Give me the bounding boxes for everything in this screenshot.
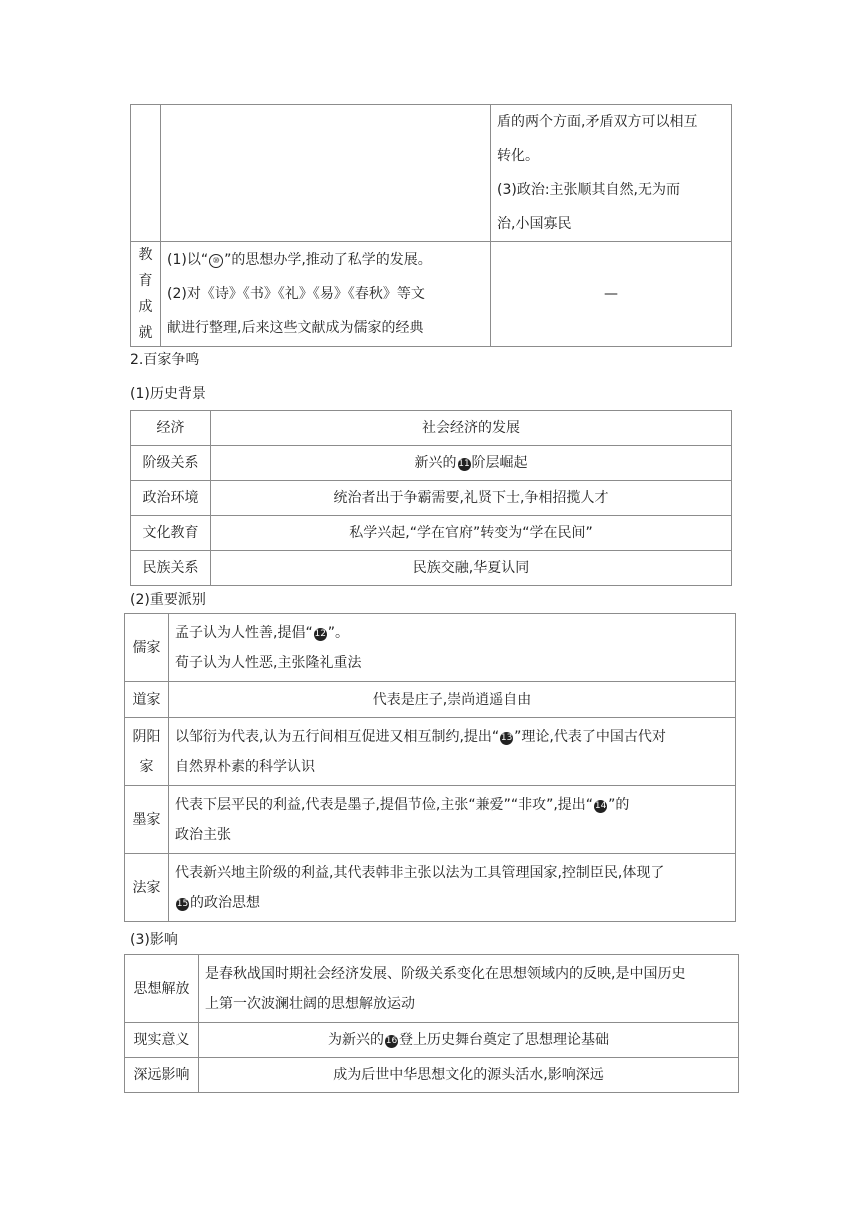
- taoist-label: 道家: [125, 682, 169, 718]
- legalist-label: 法家: [125, 854, 169, 922]
- row-label: 文化教育: [131, 516, 211, 551]
- blank-number-16: 16: [385, 1036, 398, 1046]
- influence-table: [124, 954, 739, 1093]
- laozi-thought-cell: [491, 105, 732, 242]
- education-label: 教育 成就: [131, 242, 161, 347]
- background-table: [130, 410, 732, 586]
- blank-number-15: 15: [176, 898, 189, 909]
- laozi-line: 盾的两个方面,矛盾双方可以相互: [497, 114, 698, 130]
- blank-number-10: ⑩: [209, 254, 223, 268]
- row-content: 民族交融,华夏认同: [211, 551, 732, 586]
- mohist-label: 墨家: [125, 786, 169, 854]
- row-content: 私学兴起,“学在官府”转变为“学在民间”: [211, 516, 732, 551]
- yinyang-content: 以邹衍为代表,认为五行间相互促进又相互制约,提出“ 13 ”理论,代表了中国古代对 自然界朴素的科学认识: [169, 718, 736, 786]
- philosophers-table-continued: [130, 104, 732, 347]
- education-achievement-cell: [161, 242, 491, 347]
- profound-content: 成为后世中华思想文化的源头活水,影响深远: [199, 1058, 739, 1093]
- practical-label: 现实意义: [125, 1023, 199, 1058]
- row-label: 民族关系: [131, 551, 211, 586]
- row-label: 经济: [131, 411, 211, 446]
- row-content: 新兴的 11 阶层崛起: [211, 446, 732, 481]
- laozi-line: (3)政治:主张顺其自然,无为而: [497, 182, 680, 198]
- yinyang-label: 阴阳 家: [125, 718, 169, 786]
- row-label: 阶级关系: [131, 446, 211, 481]
- background-title: (1)历史背景: [130, 386, 206, 402]
- schools-title: (2)重要派别: [130, 592, 206, 608]
- empty-label-cell: [131, 105, 161, 242]
- laozi-line: 转化。: [497, 148, 539, 164]
- taoist-content: 代表是庄子,崇尚逍遥自由: [169, 682, 736, 718]
- profound-label: 深远影响: [125, 1058, 199, 1093]
- liberation-content: 是春秋战国时期社会经济发展、阶级关系变化在思想领域内的反映,是中国历史 上第一次波澜壮阔的思想解放运动: [199, 955, 739, 1023]
- blank-number-12: 12: [314, 628, 326, 639]
- blank-number-14: 14: [594, 800, 607, 811]
- row-content: 统治者出于争霸需要,礼贤下士,争相招揽人才: [211, 481, 732, 516]
- row-content: 社会经济的发展: [211, 411, 732, 446]
- education-line: 献进行整理,后来这些文献成为儒家的经典: [167, 320, 424, 336]
- education-line: (2)对《诗》《书》《礼》《易》《春秋》等文: [167, 286, 425, 302]
- legalist-content: 代表新兴地主阶级的利益,其代表韩非主张以法为工具管理国家,控制臣民,体现了 15 的政治思想: [169, 854, 736, 922]
- influence-title: (3)影响: [130, 932, 178, 948]
- row-label: 政治环境: [131, 481, 211, 516]
- practical-content: 为新兴的 16 登上历史舞台奠定了思想理论基础: [199, 1023, 739, 1058]
- mohist-content: 代表下层平民的利益,代表是墨子,提倡节俭,主张“兼爱”“非攻”,提出“ 14 ”的 政治主张: [169, 786, 736, 854]
- empty-confucius-cell: [161, 105, 491, 242]
- section-title: 2.百家争鸣: [130, 352, 200, 368]
- confucian-label: 儒家: [125, 614, 169, 682]
- education-laozi-empty: —: [491, 242, 732, 347]
- liberation-label: 思想解放: [125, 955, 199, 1023]
- blank-number-11: 11: [458, 459, 470, 469]
- confucian-content: 孟子认为人性善,提倡“ 12 ”。 荀子认为人性恶,主张隆礼重法: [169, 614, 736, 682]
- schools-table: [124, 613, 736, 922]
- education-line: (1)以“ ⑩ ”的思想办学,推动了私学的发展。: [167, 252, 432, 268]
- blank-number-13: 13: [500, 732, 513, 743]
- laozi-line: 治,小国寡民: [497, 216, 572, 232]
